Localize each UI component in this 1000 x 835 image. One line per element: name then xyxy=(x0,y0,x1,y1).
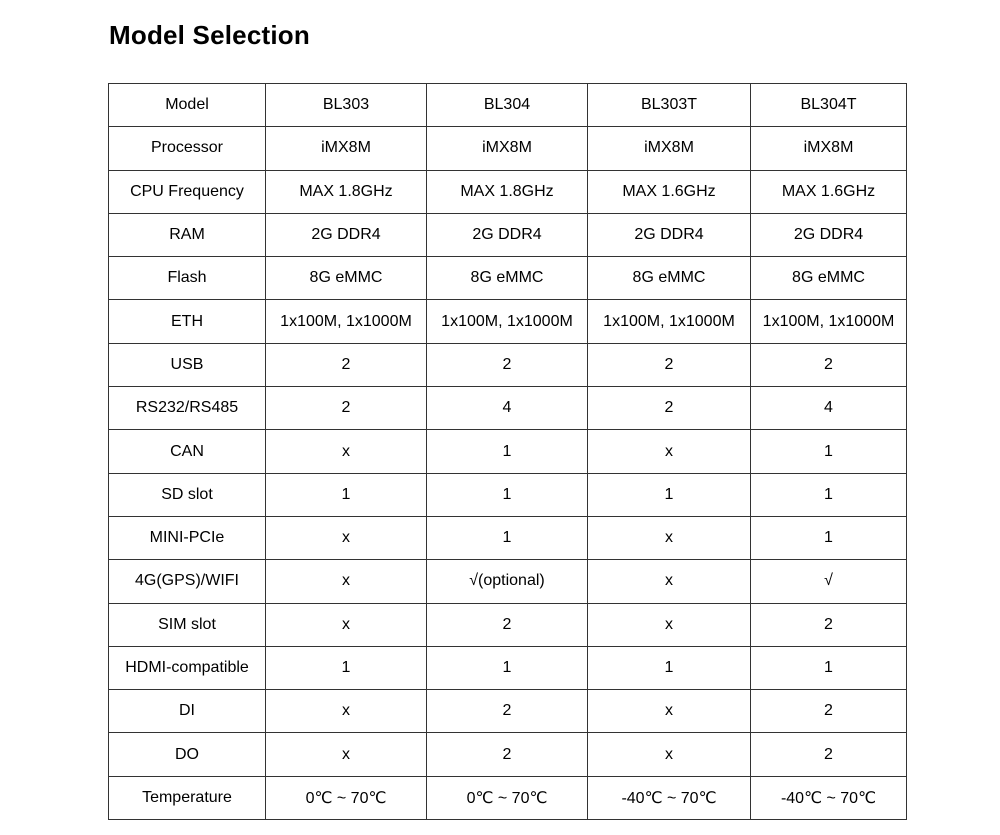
spec-value-cell: x xyxy=(266,603,427,646)
row-label: DO xyxy=(109,733,266,776)
row-label: CAN xyxy=(109,430,266,473)
row-label: Temperature xyxy=(109,776,266,819)
table-row xyxy=(109,430,907,473)
spec-value-cell: 2 xyxy=(266,387,427,430)
spec-value-cell: x xyxy=(588,516,751,559)
spec-value-cell: 2G DDR4 xyxy=(588,213,751,256)
spec-value-cell: 1 xyxy=(427,430,588,473)
spec-value-cell: 2 xyxy=(751,603,907,646)
row-label: RS232/RS485 xyxy=(109,387,266,430)
spec-value-cell: x xyxy=(588,603,751,646)
spec-value-cell: MAX 1.6GHz xyxy=(588,170,751,213)
spec-value-cell: MAX 1.8GHz xyxy=(266,170,427,213)
spec-value-cell: MAX 1.6GHz xyxy=(751,170,907,213)
spec-value-cell: x xyxy=(588,560,751,603)
table-row xyxy=(109,127,907,170)
spec-value-cell: 2 xyxy=(266,343,427,386)
spec-value-cell: 1 xyxy=(751,516,907,559)
row-label: HDMI-compatible xyxy=(109,646,266,689)
spec-value-cell: 1 xyxy=(266,646,427,689)
spec-value-cell: 8G eMMC xyxy=(588,257,751,300)
spec-value-cell: 8G eMMC xyxy=(427,257,588,300)
row-label: CPU Frequency xyxy=(109,170,266,213)
spec-value-cell: 2 xyxy=(751,343,907,386)
spec-value-cell: 2G DDR4 xyxy=(751,213,907,256)
table-row xyxy=(109,170,907,213)
spec-value-cell: 2 xyxy=(751,733,907,776)
model-name-cell: BL304 xyxy=(427,84,588,127)
spec-value-cell: √(optional) xyxy=(427,560,588,603)
spec-value-cell: iMX8M xyxy=(266,127,427,170)
table-row xyxy=(109,300,907,343)
row-label: MINI-PCIe xyxy=(109,516,266,559)
spec-value-cell: x xyxy=(266,430,427,473)
table-row xyxy=(109,343,907,386)
table-row xyxy=(109,257,907,300)
spec-value-cell: x xyxy=(266,560,427,603)
spec-value-cell: 1 xyxy=(427,516,588,559)
row-label: SD slot xyxy=(109,473,266,516)
row-label: USB xyxy=(109,343,266,386)
spec-value-cell: 2 xyxy=(427,690,588,733)
model-name-cell: BL303T xyxy=(588,84,751,127)
spec-value-cell: 1x100M, 1x1000M xyxy=(266,300,427,343)
table-row xyxy=(109,690,907,733)
table-row xyxy=(109,387,907,430)
spec-value-cell: 0℃ ~ 70℃ xyxy=(266,776,427,819)
table-row xyxy=(109,646,907,689)
model-name-cell: BL303 xyxy=(266,84,427,127)
model-name-cell: BL304T xyxy=(751,84,907,127)
table-body xyxy=(109,84,907,820)
row-label: DI xyxy=(109,690,266,733)
spec-value-cell: 1x100M, 1x1000M xyxy=(427,300,588,343)
table-row xyxy=(109,473,907,516)
model-selection-table xyxy=(108,83,907,820)
row-label: RAM xyxy=(109,213,266,256)
spec-value-cell: iMX8M xyxy=(588,127,751,170)
row-label: Processor xyxy=(109,127,266,170)
spec-value-cell: x xyxy=(266,733,427,776)
spec-value-cell: -40℃ ~ 70℃ xyxy=(751,776,907,819)
spec-value-cell: 1x100M, 1x1000M xyxy=(751,300,907,343)
spec-value-cell: 1 xyxy=(266,473,427,516)
table-row xyxy=(109,603,907,646)
spec-value-cell: 1 xyxy=(588,646,751,689)
table-row xyxy=(109,213,907,256)
row-label: Model xyxy=(109,84,266,127)
spec-value-cell: 2 xyxy=(588,387,751,430)
spec-value-cell: 2 xyxy=(427,343,588,386)
table-row xyxy=(109,560,907,603)
table-row xyxy=(109,84,907,127)
spec-value-cell: 4 xyxy=(751,387,907,430)
row-label: ETH xyxy=(109,300,266,343)
spec-value-cell: 1x100M, 1x1000M xyxy=(588,300,751,343)
spec-value-cell: iMX8M xyxy=(427,127,588,170)
spec-value-cell: -40℃ ~ 70℃ xyxy=(588,776,751,819)
spec-value-cell: 2G DDR4 xyxy=(427,213,588,256)
row-label: 4G(GPS)/WIFI xyxy=(109,560,266,603)
spec-value-cell: 1 xyxy=(751,473,907,516)
spec-value-cell: 2 xyxy=(588,343,751,386)
spec-value-cell: iMX8M xyxy=(751,127,907,170)
spec-value-cell: x xyxy=(588,733,751,776)
spec-value-cell: 1 xyxy=(751,646,907,689)
spec-value-cell: MAX 1.8GHz xyxy=(427,170,588,213)
spec-value-cell: x xyxy=(266,516,427,559)
spec-value-cell: 1 xyxy=(751,430,907,473)
spec-value-cell: 2 xyxy=(751,690,907,733)
spec-value-cell: 8G eMMC xyxy=(266,257,427,300)
page-title: Model Selection xyxy=(109,20,310,50)
spec-value-cell: 1 xyxy=(427,473,588,516)
row-label: SIM slot xyxy=(109,603,266,646)
spec-value-cell: 2 xyxy=(427,603,588,646)
spec-value-cell: √ xyxy=(751,560,907,603)
spec-value-cell: x xyxy=(588,690,751,733)
spec-value-cell: 1 xyxy=(427,646,588,689)
table-row xyxy=(109,776,907,819)
spec-value-cell: 8G eMMC xyxy=(751,257,907,300)
table-row xyxy=(109,733,907,776)
spec-value-cell: x xyxy=(266,690,427,733)
spec-value-cell: 0℃ ~ 70℃ xyxy=(427,776,588,819)
spec-value-cell: 1 xyxy=(588,473,751,516)
spec-value-cell: 2 xyxy=(427,733,588,776)
spec-value-cell: 4 xyxy=(427,387,588,430)
spec-value-cell: x xyxy=(588,430,751,473)
spec-value-cell: 2G DDR4 xyxy=(266,213,427,256)
row-label: Flash xyxy=(109,257,266,300)
table-row xyxy=(109,516,907,559)
